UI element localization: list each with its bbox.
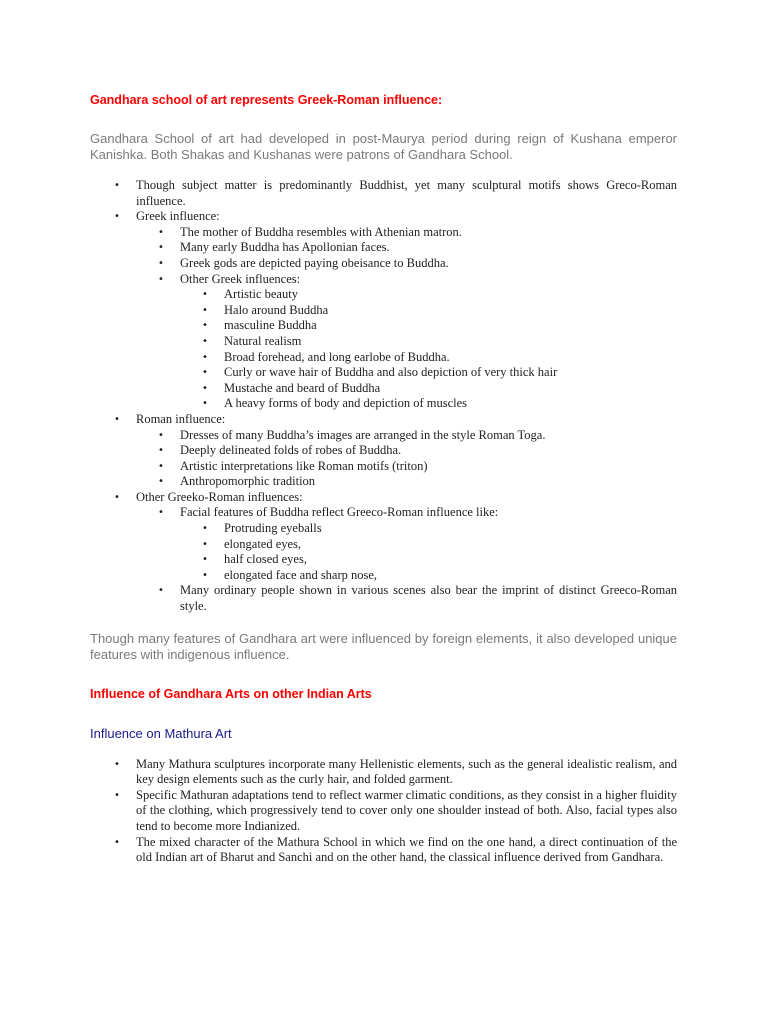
list-item: • Though subject matter is predominantly Buddhist, yet many sculptural motifs shows Greco-Roman influence.	[90, 178, 677, 209]
greco-roman-label: Other Greeko-Roman influences:	[136, 489, 303, 504]
list-item: • A heavy forms of body and depiction of muscles	[202, 396, 677, 412]
other-greek-label: Other Greek influences:	[180, 271, 301, 286]
list-item: • The mother of Buddha resembles with Athenian matron.	[158, 225, 677, 241]
facial-label: Facial features of Buddha reflect Greeco-Roman influence like:	[180, 505, 499, 520]
list-item: • elongated eyes,	[202, 537, 677, 553]
section1-list	[90, 178, 677, 615]
facial-list	[202, 521, 677, 583]
greco-roman-list	[158, 505, 677, 614]
list-item-greco-roman	[90, 490, 677, 615]
roman-label: Roman influence:	[136, 411, 226, 426]
list-item: • Artistic interpretations like Roman motifs (triton)	[158, 459, 677, 475]
list-item: • Artistic beauty	[202, 287, 677, 303]
section1-heading: Gandhara school of art represents Greek-Roman influence:	[90, 93, 443, 107]
list-item: • Anthropomorphic tradition	[158, 474, 677, 490]
greek-label: Greek influence:	[136, 209, 220, 224]
list-item-greek	[90, 209, 677, 412]
roman-list	[158, 428, 677, 490]
list-item: • Many Mathura sculptures incorporate many Hellenistic elements, such as the general idealistic realism, and key design elements such as the curly hair, and folded garment.	[90, 757, 677, 788]
list-item: • elongated face and sharp nose,	[202, 568, 677, 584]
section2-heading: Influence of Gandhara Arts on other Indian Arts	[90, 686, 372, 701]
section1-intro: Gandhara School of art had developed in post-Maurya period during reign of Kushana emperor Kanishka. Both Shakas and Kushanas were patrons of Gandhara School.	[90, 131, 677, 162]
list-item: • masculine Buddha	[202, 318, 677, 334]
list-item: • Curly or wave hair of Buddha and also depiction of very thick hair	[202, 365, 677, 381]
list-item: • Many early Buddha has Apollonian faces.	[158, 240, 677, 256]
list-item: • Many ordinary people shown in various scenes also bear the imprint of distinct Greeco-Roman style.	[158, 583, 677, 614]
list-item: • Dresses of many Buddha’s images are arranged in the style Roman Toga.	[158, 428, 677, 444]
list-item: • Natural realism	[202, 334, 677, 350]
section2-subheading: Influence on Mathura Art	[90, 725, 232, 741]
list-item: • Protruding eyeballs	[202, 521, 677, 537]
list-item: • Broad forehead, and long earlobe of Buddha.	[202, 350, 677, 366]
list-item: • half closed eyes,	[202, 552, 677, 568]
list-item: • Mustache and beard of Buddha	[202, 381, 677, 397]
list-item: • Specific Mathuran adaptations tend to reflect warmer climatic conditions, as they consist in a higher fluidity of the clothing, which progressively tend to cover only one shoulder instead of both. Also, facial types also tend to become more Indianized.	[90, 788, 677, 835]
greek-list	[158, 225, 677, 412]
list-item: • Deeply delineated folds of robes of Buddha.	[158, 443, 677, 459]
list-item-facial	[158, 505, 677, 583]
list-item: • Greek gods are depicted paying obeisance to Buddha.	[158, 256, 677, 272]
list-item-roman	[90, 412, 677, 490]
list-item: • The mixed character of the Mathura School in which we find on the one hand, a direct continuation of the old Indian art of Bharut and Sanchi and on the other hand, the classical influence derived from Gandhara.	[90, 835, 677, 866]
list-item-other-greek	[158, 272, 677, 412]
section2-list	[90, 757, 677, 866]
document-page	[90, 92, 677, 866]
list-item: • Halo around Buddha	[202, 303, 677, 319]
section1-outro: Though many features of Gandhara art were influenced by foreign elements, it also developed unique features with indigenous influence.	[90, 630, 677, 662]
other-greek-list	[202, 287, 677, 412]
